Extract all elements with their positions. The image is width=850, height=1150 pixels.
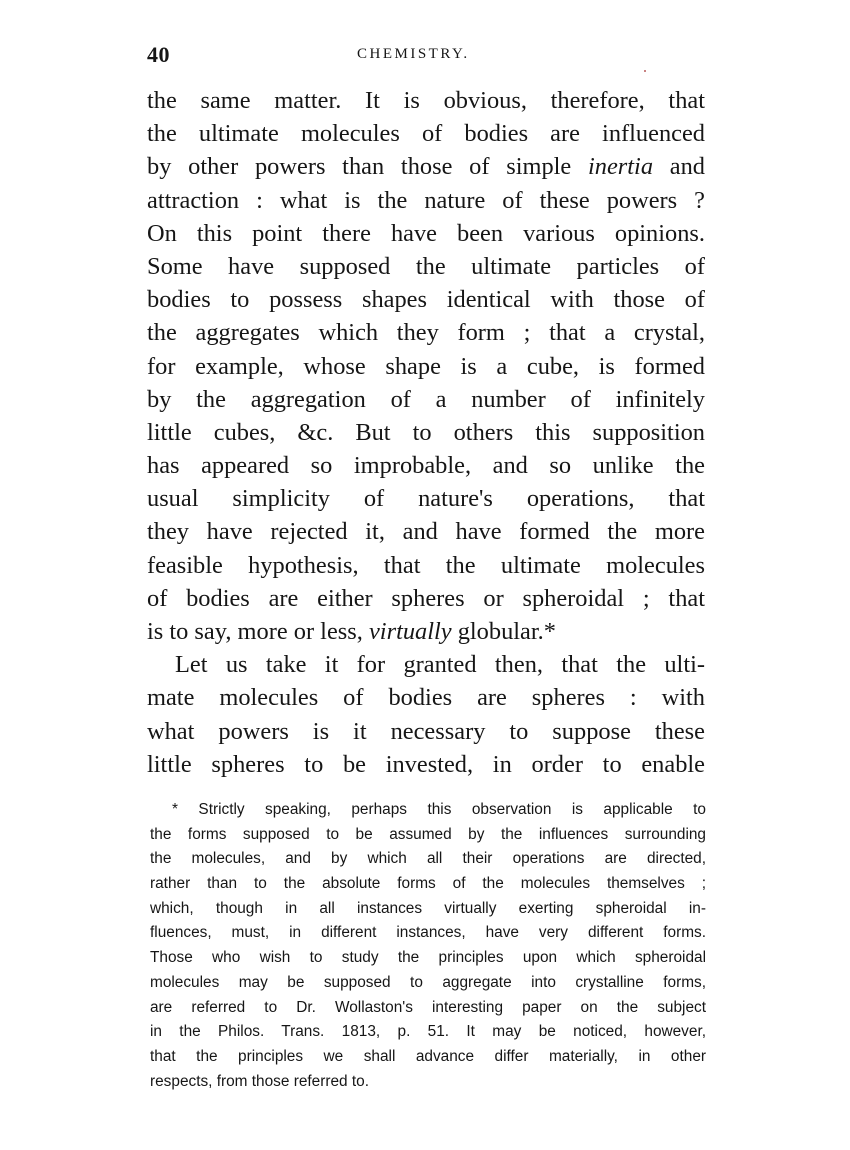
body-line: the ultimate molecules of bodies are influenced xyxy=(147,120,705,148)
body-line: little spheres to be invested, in order to enable xyxy=(147,750,705,778)
body-line: of bodies are either spheres or spheroidal ; that xyxy=(147,584,705,612)
footnote-line: molecules may be supposed to aggregate into crystalline forms, xyxy=(150,973,706,991)
body-line: On this point there have been various opinions. xyxy=(147,219,705,247)
italic-word: virtually xyxy=(368,618,452,645)
page-number: 40 xyxy=(147,42,170,67)
body-line: for example, whose shape is a cube, is formed xyxy=(147,352,705,380)
running-head: CHEMISTRY. xyxy=(357,46,470,62)
body-line: usual simplicity of nature's operations, that xyxy=(147,485,705,513)
footnote-line: Those who wish to study the principles upon which spheroidal xyxy=(150,949,706,967)
body-line: little cubes, &c. But to others this supposition xyxy=(147,418,705,446)
body-line: by other powers than those of simple inertia and xyxy=(147,153,705,181)
body-line: feasible hypothesis, that the ultimate molecules xyxy=(147,551,705,579)
body-line: has appeared so improbable, and so unlike the xyxy=(147,452,705,480)
body-line: by the aggregation of a number of infinitely xyxy=(147,385,705,413)
body-line: attraction : what is the nature of these powers ? xyxy=(147,186,705,214)
body-line: bodies to possess shapes identical with those of xyxy=(147,286,705,314)
body-line: the aggregates which they form ; that a crystal, xyxy=(147,319,705,347)
footnote-line: are referred to Dr. Wollaston's interesting paper on the subject xyxy=(150,998,706,1016)
body-line: the same matter. It is obvious, therefore, that xyxy=(147,87,705,114)
body-line: is to say, more or less, virtually globular.* xyxy=(147,618,556,645)
footnote-line: the forms supposed to be assumed by the influences surrounding xyxy=(150,825,706,843)
footnote xyxy=(150,798,706,1094)
footnote-line: in the Philos. Trans. 1813, p. 51. It may be noticed, however, xyxy=(150,1023,706,1041)
body-text xyxy=(147,84,705,781)
body-line: Let us take it for granted then, that the ulti- xyxy=(175,651,705,679)
body-line: they have rejected it, and have formed the more xyxy=(147,518,705,546)
body-line: Some have supposed the ultimate particles of xyxy=(147,252,705,280)
footnote-line: the molecules, and by which all their operations are directed, xyxy=(150,850,706,868)
body-line: what powers is it necessary to suppose these xyxy=(147,717,705,745)
footnote-line: rather than to the absolute forms of the molecules themselves ; xyxy=(150,875,706,893)
footnote-line: which, though in all instances virtually exerting spheroidal in- xyxy=(150,899,706,917)
footnote-line: fluences, must, in different instances, have very different forms. xyxy=(150,924,706,942)
body-line: mate molecules of bodies are spheres : with xyxy=(147,684,705,712)
footnote-line: * Strictly speaking, perhaps this observation is applicable to xyxy=(172,801,706,818)
italic-word: inertia xyxy=(587,153,654,181)
footnote-line: that the principles we shall advance differ materially, in other xyxy=(150,1047,706,1065)
footnote-line: respects, from those referred to. xyxy=(150,1072,369,1090)
page-header xyxy=(147,42,707,74)
